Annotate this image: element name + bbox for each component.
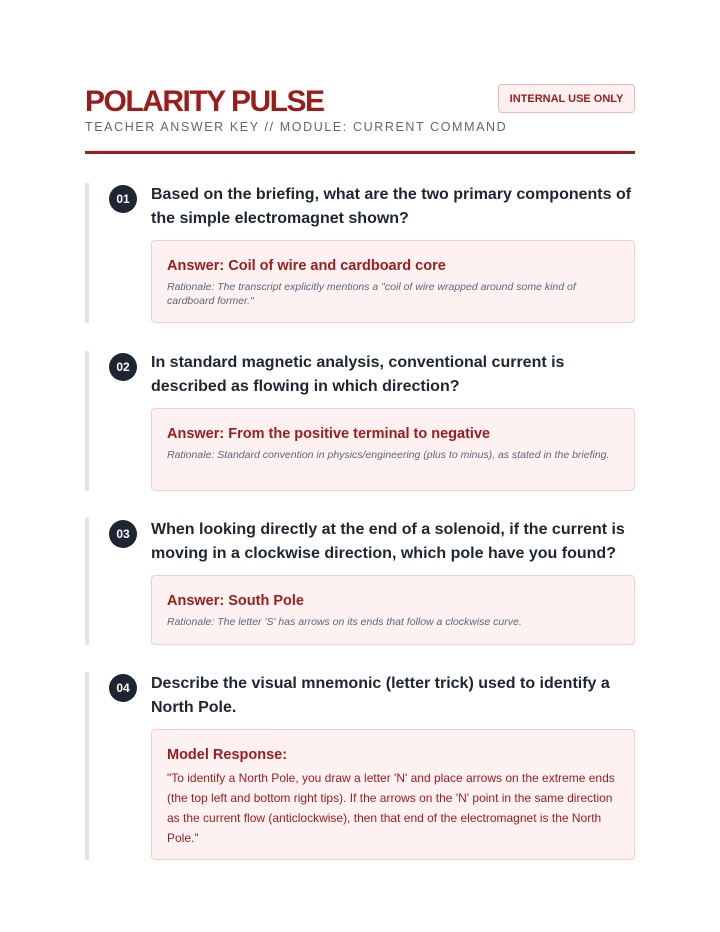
answer-rationale: Rationale: The letter 'S' has arrows on its ends that follow a clockwise curve. <box>167 616 522 628</box>
answer-box <box>151 729 635 860</box>
answer-title: Answer: From the positive terminal to negative <box>167 426 491 442</box>
question-accent-bar <box>85 672 89 860</box>
page-title: POLARITY PULSE <box>85 85 324 118</box>
question-number-badge: 01 <box>109 185 137 213</box>
question-number-badge: 04 <box>109 674 137 702</box>
answer-title: Model Response: <box>167 747 288 763</box>
answer-box <box>151 240 635 323</box>
answer-title: Answer: South Pole <box>167 593 304 609</box>
question-number-badge: 02 <box>109 353 137 381</box>
answer-rationale: Rationale: The transcript explicitly mentions a "coil of wire wrapped around some kind of cardboard former." <box>167 281 576 307</box>
question-item <box>85 672 635 860</box>
header-divider <box>85 151 635 154</box>
question-accent-bar <box>85 183 89 323</box>
question-item <box>85 351 635 491</box>
question-item <box>85 183 635 323</box>
question-text: When looking directly at the end of a solenoid, if the current is moving in a clockwise direction, which pole have you found? <box>151 521 625 562</box>
question-text: Describe the visual mnemonic (letter trick) used to identify a North Pole. <box>151 675 610 716</box>
question-number-badge: 03 <box>109 520 137 548</box>
question-text: In standard magnetic analysis, conventional current is described as flowing in which direction? <box>151 354 565 395</box>
question-accent-bar <box>85 518 89 645</box>
answer-box <box>151 408 635 491</box>
question-item <box>85 518 635 645</box>
question-accent-bar <box>85 351 89 491</box>
model-response-text: "To identify a North Pole, you draw a letter 'N' and place arrows on the extreme ends (the top left and bottom right tips). If the arrows on the 'N' point in the same direction as the current flow (anticlockwise), then that end of the electromagnet is the North Pole." <box>167 771 615 845</box>
answer-box <box>151 575 635 645</box>
answer-title: Answer: Coil of wire and cardboard core <box>167 258 446 274</box>
page-subtitle: TEACHER ANSWER KEY // MODULE: CURRENT COMMAND <box>85 120 508 134</box>
question-text: Based on the briefing, what are the two primary components of the simple electromagnet shown? <box>151 186 632 227</box>
internal-use-badge: INTERNAL USE ONLY <box>498 84 635 113</box>
answer-rationale: Rationale: Standard convention in physics/engineering (plus to minus), as stated in the briefing. <box>167 449 610 461</box>
